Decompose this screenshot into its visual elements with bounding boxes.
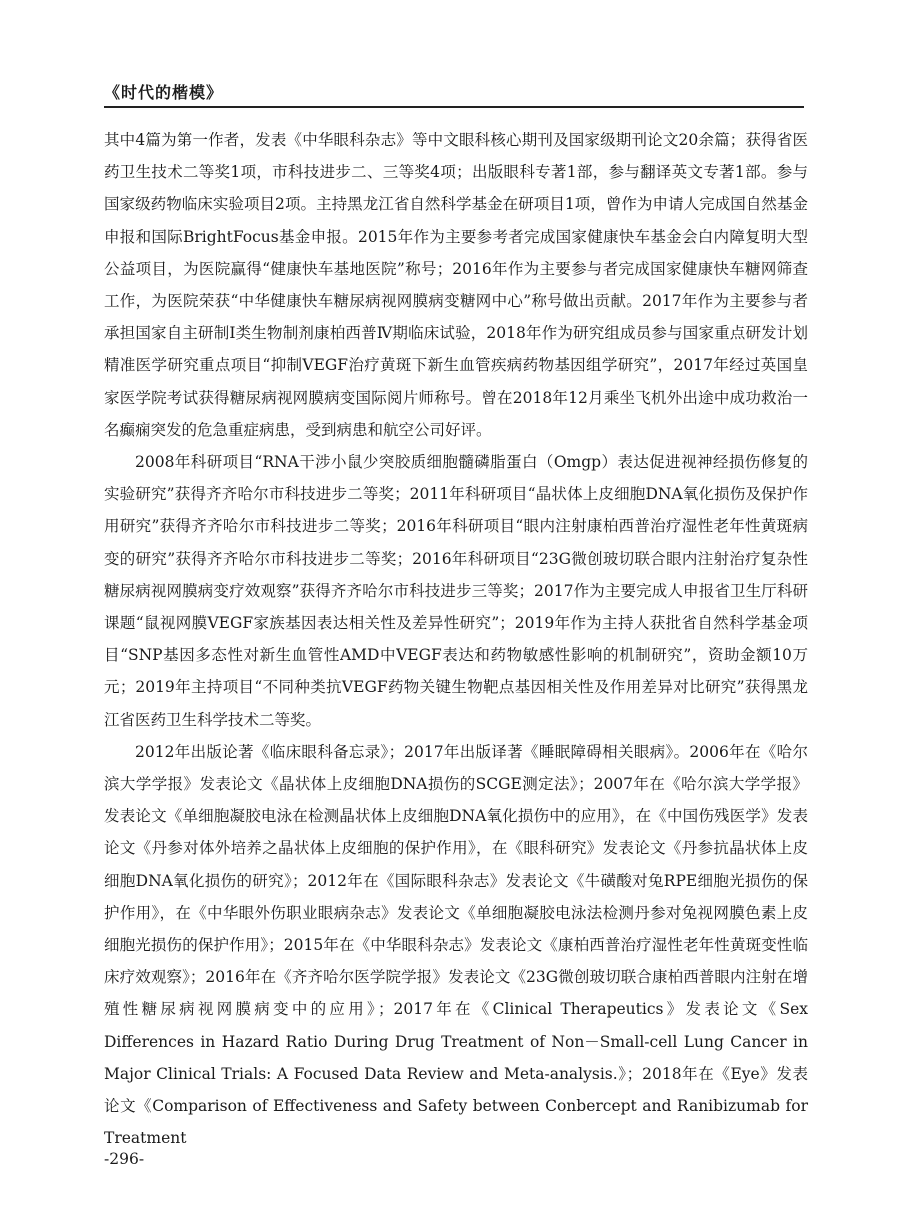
running-header: [104, 80, 808, 106]
body-text: [104, 124, 808, 1155]
book-title: 《时代的楷模》: [104, 83, 224, 102]
page-number: -296-: [104, 1150, 145, 1168]
paragraph-2: 2008年科研项目“RNA干涉小鼠少突胶质细胞髓磷脂蛋白（Omgp）表达促进视神经损伤修复的实验研究”获得齐齐哈尔市科技进步二等奖；2011年科研项目“晶状体上皮细胞DNA氧化损伤及保护作用研究”获得齐齐哈尔市科技进步二等奖；2016年科研项目“眼内注射康柏西普治疗湿性老年性黄斑病变的研究”获得齐齐哈尔市科技进步二等奖；2016年科研项目“23G微创玻切联合眼内注射治疗复杂性糖尿病视网膜病变疗效观察”获得齐齐哈尔市科技进步三等奖；2017作为主要完成人申报省卫生厅科研课题“鼠视网膜VEGF家族基因表达相关性及差异性研究”；2019年作为主持人获批省自然科学基金项目“SNP基因多态性对新生血管性AMD中VEGF表达和药物敏感性影响的机制研究”，资助金额10万元；2019年主持项目“不同种类抗VEGF药物关键生物靶点基因相关性及作用差异对比研究”获得黑龙江省医药卫生科学技术二等奖。: [104, 453, 808, 729]
paragraph-1: 其中4篇为第一作者，发表《中华眼科杂志》等中文眼科核心期刊及国家级期刊论文20余篇；获得省医药卫生技术二等奖1项，市科技进步二、三等奖4项；出版眼科专著1部，参与翻译英文专著1部。参与国家级药物临床实验项目2项。主持黑龙江省自然科学基金在研项目1项，曾作为申请人完成国自然基金申报和国际BrightFocus基金申报。2015年作为主要参考者完成国家健康快车基金会白内障复明大型公益项目，为医院赢得“健康快车基地医院”称号；2016年作为主要参与者完成国家健康快车糖网筛查工作，为医院荣获“中华健康快车糖尿病视网膜病变糖网中心”称号做出贡献。2017年作为主要参与者承担国家自主研制Ⅰ类生物制剂康柏西普Ⅳ期临床试验，2018年作为研究组成员参与国家重点研发计划精准医学研究重点项目“抑制VEGF治疗黄斑下新生血管疾病药物基因组学研究”，2017年经过英国皇家医学院考试获得糖尿病视网膜病变国际阅片师称号。曾在2018年12月乘坐飞机外出途中成功救治一名癫痫突发的危急重症病患，受到病患和航空公司好评。: [104, 131, 808, 439]
paragraph-3: 2012年出版论著《临床眼科备忘录》；2017年出版译著《睡眠障碍相关眼病》。2006年在《哈尔滨大学学报》发表论文《晶状体上皮细胞DNA损伤的SCGE测定法》；2007年在《哈尔滨大学学报》发表论文《单细胞凝胶电泳在检测晶状体上皮细胞DNA氧化损伤中的应用》，在《中国伤残医学》发表论文《丹参对体外培养之晶状体上皮细胞的保护作用》，在《眼科研究》发表论文《丹参抗晶状体上皮细胞DNA氧化损伤的研究》；2012年在《国际眼科杂志》发表论文《牛磺酸对兔RPE细胞光损伤的保护作用》，在《中华眼外伤职业眼病杂志》发表论文《单细胞凝胶电泳法检测丹参对兔视网膜色素上皮细胞光损伤的保护作用》；2015年在《中华眼科杂志》发表论文《康柏西普治疗湿性老年性黄斑变性临床疗效观察》；2016年在《齐齐哈尔医学院学报》发表论文《23G微创玻切联合康柏西普眼内注射在增殖性糖尿病视网膜病变中的应用》；2017年在《Clinical Therapeutics》发表论文《Sex Differences in Hazard Ratio During Drug Treatment of Non－Small-cell Lung Cancer in Major Clinical Trials: A Focused Data Review and Meta-analysis.》；2018年在《Eye》发表论文《Comparison of Effectiveness and Safety between Conbercept and Ranibizumab for Treatment: [104, 742, 808, 1148]
header-rule: [104, 106, 804, 108]
